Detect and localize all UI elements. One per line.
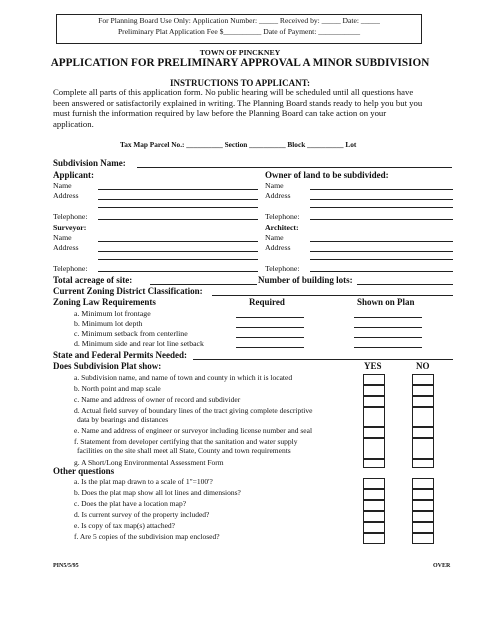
other-questions-heading: Other questions — [53, 466, 115, 476]
plat-item-label: a. Subdivision name, and name of town and county in which it is located — [74, 373, 293, 382]
architect-address-field-2[interactable] — [310, 259, 453, 260]
surveyor-address-field-1[interactable] — [98, 251, 258, 252]
other-no-checkbox[interactable] — [412, 511, 434, 522]
other-yes-checkbox[interactable] — [363, 522, 385, 533]
surveyor-telephone-label: Telephone: — [53, 264, 88, 273]
other-yes-checkbox[interactable] — [363, 533, 385, 544]
form-code: PIN5/5/95 — [53, 563, 79, 569]
architect-name-label: Name — [265, 233, 284, 242]
plat-yes-checkbox[interactable] — [363, 385, 385, 396]
architect-address-field-1[interactable] — [310, 251, 453, 252]
zoning-requirements-label: Zoning Law Requirements — [53, 297, 156, 307]
other-question-label: d. Is current survey of the property included? — [74, 510, 210, 519]
zoning-item-label: b. Minimum lot depth — [74, 319, 143, 328]
office-use-line-1: For Planning Board Use Only: Application Number: _____ Received by: _____ Date: _____ — [98, 16, 380, 25]
office-use-line-2: Preliminary Plat Application Fee $__________ Date of Payment: ___________ — [117, 27, 361, 36]
applicant-label: Applicant: — [53, 170, 95, 180]
plat-item-label: e. Name and address of engineer or surveyor including license number and seal — [74, 426, 313, 435]
zoning-item-label: c. Minimum setback from centerline — [74, 329, 188, 338]
applicant-address-label: Address — [53, 191, 79, 200]
tax-map-line: Tax Map Parcel No.: __________ Section __________ Block __________ Lot — [120, 140, 357, 149]
total-acreage-label: Total acreage of site: — [53, 275, 133, 285]
plat-no-checkbox[interactable] — [412, 438, 434, 459]
plat-item-label: data by bearings and distances — [77, 415, 169, 424]
plat-yes-checkbox[interactable] — [363, 438, 385, 459]
architect-telephone-label: Telephone: — [265, 264, 300, 273]
other-question-label: a. Is the plat map drawn to a scale of 1"=100'? — [74, 477, 213, 486]
zoning-shown-on-plan-field[interactable] — [354, 317, 422, 318]
owner-address-field-2[interactable] — [310, 207, 453, 208]
zoning-required-field[interactable] — [236, 317, 304, 318]
zoning-required-field[interactable] — [236, 337, 304, 338]
zoning-class-label: Current Zoning District Classification: — [53, 286, 203, 296]
owner-telephone-label: Telephone: — [265, 212, 300, 221]
zoning-shown-on-plan-field[interactable] — [354, 327, 422, 328]
plat-yes-checkbox[interactable] — [363, 427, 385, 438]
subdivision-name-field[interactable] — [137, 167, 452, 168]
plat-no-checkbox[interactable] — [412, 459, 434, 468]
required-column-header: Required — [249, 297, 285, 307]
shown-on-plan-column-header: Shown on Plan — [357, 297, 415, 307]
plat-no-checkbox[interactable] — [412, 385, 434, 396]
other-no-checkbox[interactable] — [412, 500, 434, 511]
other-question-label: c. Does the plat have a location map? — [74, 499, 187, 508]
architect-telephone-field[interactable] — [310, 271, 453, 272]
surveyor-name-label: Name — [53, 233, 72, 242]
other-question-label: f. Are 5 copies of the subdivision map enclosed? — [74, 532, 220, 541]
other-yes-checkbox[interactable] — [363, 489, 385, 500]
plat-yes-checkbox[interactable] — [363, 459, 385, 468]
plat-yes-checkbox[interactable] — [363, 396, 385, 407]
plat-yes-checkbox[interactable] — [363, 407, 385, 427]
over-label: OVER — [433, 563, 451, 569]
office-use-box — [56, 14, 422, 44]
permits-field[interactable] — [193, 359, 453, 360]
instructions-text: Complete all parts of this application form. No public hearing will be scheduled until all questions have been answered or satisfactorily explained in writing. The Planning Board stands ready to help you but you must furnish the information required by law before the Planning Board can take action on your application. — [53, 87, 423, 129]
zoning-shown-on-plan-field[interactable] — [354, 337, 422, 338]
plat-item-label: facilities on the site shall meet all State, County and town requirements — [77, 446, 291, 455]
other-question-label: e. Is copy of tax map(s) attached? — [74, 521, 175, 530]
owner-address-field-1[interactable] — [310, 199, 453, 200]
other-no-checkbox[interactable] — [412, 522, 434, 533]
total-acreage-field[interactable] — [150, 284, 257, 285]
other-no-checkbox[interactable] — [412, 489, 434, 500]
building-lots-field[interactable] — [357, 284, 453, 285]
yes-column-header: YES — [364, 361, 382, 371]
surveyor-address-field-2[interactable] — [98, 259, 258, 260]
surveyor-telephone-field[interactable] — [98, 271, 258, 272]
architect-name-field[interactable] — [310, 241, 453, 242]
surveyor-label: Surveyor: — [53, 223, 87, 232]
other-yes-checkbox[interactable] — [363, 478, 385, 489]
owner-name-label: Name — [265, 181, 284, 190]
other-yes-checkbox[interactable] — [363, 500, 385, 511]
plat-no-checkbox[interactable] — [412, 407, 434, 427]
surveyor-name-field[interactable] — [98, 241, 258, 242]
plat-no-checkbox[interactable] — [412, 396, 434, 407]
zoning-required-field[interactable] — [236, 347, 304, 348]
applicant-address-field-1[interactable] — [98, 199, 258, 200]
no-column-header: NO — [416, 361, 430, 371]
plat-item-label: b. North point and map scale — [74, 384, 161, 393]
owner-address-label: Address — [265, 191, 291, 200]
instructions-heading: INSTRUCTIONS TO APPLICANT: — [169, 78, 311, 88]
other-yes-checkbox[interactable] — [363, 511, 385, 522]
plat-no-checkbox[interactable] — [412, 427, 434, 438]
owner-name-field[interactable] — [310, 189, 453, 190]
plat-no-checkbox[interactable] — [412, 374, 434, 385]
applicant-telephone-field[interactable] — [98, 219, 258, 220]
surveyor-address-label: Address — [53, 243, 79, 252]
plat-yes-checkbox[interactable] — [363, 374, 385, 385]
applicant-name-field[interactable] — [98, 189, 258, 190]
zoning-shown-on-plan-field[interactable] — [354, 347, 422, 348]
building-lots-label: Number of building lots: — [258, 275, 353, 285]
applicant-telephone-label: Telephone: — [53, 212, 88, 221]
zoning-class-field[interactable] — [212, 295, 453, 296]
owner-telephone-field[interactable] — [310, 219, 453, 220]
page-title: APPLICATION FOR PRELIMINARY APPROVAL A MINOR SUBDIVISION — [50, 57, 430, 69]
other-no-checkbox[interactable] — [412, 478, 434, 489]
plat-item-label: g. A Short/Long Environmental Assessment Form — [74, 458, 224, 467]
town-name: TOWN OF PINCKNEY — [199, 48, 281, 57]
zoning-item-label: d. Minimum side and rear lot line setback — [74, 339, 204, 348]
applicant-name-label: Name — [53, 181, 72, 190]
plat-item-label: c. Name and address of owner of record and subdivider — [74, 395, 241, 404]
zoning-required-field[interactable] — [236, 327, 304, 328]
permits-label: State and Federal Permits Needed: — [53, 350, 187, 360]
other-no-checkbox[interactable] — [412, 533, 434, 544]
other-question-label: b. Does the plat map show all lot lines and dimensions? — [74, 488, 241, 497]
applicant-address-field-2[interactable] — [98, 207, 258, 208]
subdivision-name-label: Subdivision Name: — [53, 158, 126, 168]
architect-address-label: Address — [265, 243, 291, 252]
architect-label: Architect: — [265, 223, 299, 232]
plat-item-label: f. Statement from developer certifying that the sanitation and water supply — [74, 437, 298, 446]
owner-label: Owner of land to be subdivided: — [265, 170, 389, 180]
plat-item-label: d. Actual field survey of boundary lines of the tract giving complete descriptive — [74, 406, 313, 415]
plat-show-heading: Does Subdivision Plat show: — [53, 361, 162, 371]
zoning-item-label: a. Minimum lot frontage — [74, 309, 151, 318]
